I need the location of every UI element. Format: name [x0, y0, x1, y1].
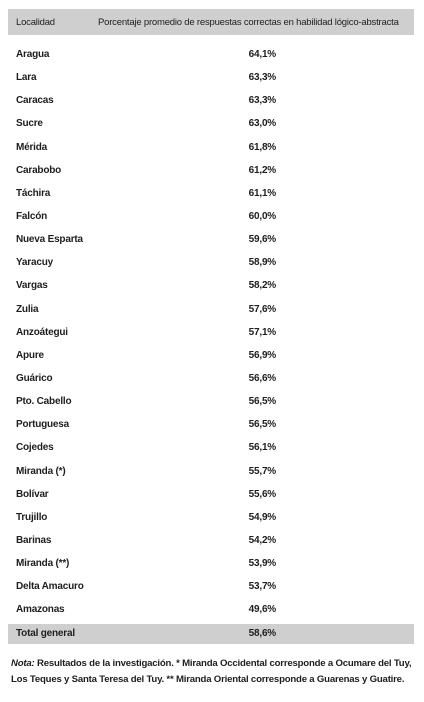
row-valor: 56,1%	[248, 442, 276, 454]
row-localidad: Sucre	[16, 118, 43, 130]
row-valor: 58,9%	[248, 257, 276, 269]
row-localidad: Guárico	[16, 373, 53, 385]
row-valor: 63,3%	[248, 95, 276, 107]
row-valor: 64,1%	[248, 49, 276, 61]
row-localidad: Miranda (**)	[16, 558, 70, 570]
row-valor: 54,2%	[248, 535, 276, 547]
total-label: Total general	[16, 628, 75, 640]
table-row	[8, 413, 414, 436]
row-valor: 63,3%	[248, 72, 276, 84]
row-valor: 56,9%	[248, 349, 276, 361]
results-table	[8, 9, 414, 644]
row-valor: 53,9%	[248, 558, 276, 570]
row-localidad: Falcón	[16, 211, 48, 223]
row-localidad: Bolívar	[16, 488, 49, 500]
row-valor: 61,2%	[248, 164, 276, 176]
note-text: Resultados de la investigación. * Miranda Occidental corresponde a Ocumare del Tuy, Los Teques y Santa Teresa del Tuy. ** Miranda Oriental corresponde a Guarenas y Guatire.	[11, 658, 412, 685]
table-row	[8, 575, 414, 598]
row-localidad: Trujillo	[16, 511, 48, 523]
row-localidad: Aragua	[16, 49, 50, 61]
total-value: 58,6%	[248, 628, 276, 640]
table-row	[8, 436, 414, 459]
table-row	[8, 66, 414, 89]
row-valor: 58,2%	[248, 280, 276, 292]
table-row	[8, 321, 414, 344]
note-label: Nota:	[11, 658, 35, 669]
row-localidad: Apure	[16, 349, 44, 361]
table-row	[8, 274, 414, 297]
row-localidad: Yaracuy	[16, 257, 53, 269]
row-localidad: Portuguesa	[16, 419, 70, 431]
row-valor: 56,6%	[248, 373, 276, 385]
row-valor: 61,1%	[248, 187, 276, 199]
table-note	[11, 656, 415, 688]
table-row	[8, 136, 414, 159]
row-valor: 55,7%	[248, 465, 276, 477]
table-row	[8, 251, 414, 274]
table-row	[8, 598, 414, 621]
header-localidad: Localidad	[16, 16, 55, 28]
row-localidad: Mérida	[16, 141, 48, 153]
row-valor: 61,8%	[248, 141, 276, 153]
row-localidad: Miranda (*)	[16, 465, 66, 477]
row-localidad: Caracas	[16, 95, 54, 107]
row-valor: 57,6%	[248, 303, 276, 315]
row-localidad: Lara	[16, 72, 37, 84]
row-localidad: Nueva Esparta	[16, 234, 83, 246]
row-localidad: Pto. Cabello	[16, 396, 72, 408]
table-total-row	[8, 624, 414, 644]
row-valor: 57,1%	[248, 326, 276, 338]
row-localidad: Cojedes	[16, 442, 54, 454]
table-row	[8, 529, 414, 552]
row-valor: 56,5%	[248, 419, 276, 431]
table-row	[8, 506, 414, 529]
row-localidad: Vargas	[16, 280, 48, 292]
table-row	[8, 159, 414, 182]
row-localidad: Táchira	[16, 187, 51, 199]
table-row	[8, 390, 414, 413]
row-valor: 60,0%	[248, 211, 276, 223]
row-localidad: Barinas	[16, 535, 52, 547]
row-valor: 59,6%	[248, 234, 276, 246]
row-valor: 63,0%	[248, 118, 276, 130]
table-row	[8, 43, 414, 66]
table-body	[8, 43, 414, 622]
table-row	[8, 89, 414, 112]
row-localidad: Delta Amacuro	[16, 581, 84, 593]
table-header	[8, 9, 414, 35]
table-row	[8, 182, 414, 205]
row-valor: 54,9%	[248, 511, 276, 523]
row-localidad: Carabobo	[16, 164, 62, 176]
table-row	[8, 344, 414, 367]
table-row	[8, 483, 414, 506]
table-row	[8, 552, 414, 575]
row-localidad: Zulia	[16, 303, 39, 315]
table-row	[8, 460, 414, 483]
row-valor: 56,5%	[248, 396, 276, 408]
row-valor: 55,6%	[248, 488, 276, 500]
table-row	[8, 228, 414, 251]
row-localidad: Amazonas	[16, 604, 65, 616]
row-valor: 53,7%	[248, 581, 276, 593]
row-valor: 49,6%	[248, 604, 276, 616]
table-row	[8, 298, 414, 321]
header-porcentaje: Porcentaje promedio de respuestas correctas en habilidad lógico-abstracta	[98, 16, 399, 28]
row-localidad: Anzoátegui	[16, 326, 68, 338]
table-row	[8, 367, 414, 390]
table-row	[8, 112, 414, 135]
table-row	[8, 205, 414, 228]
